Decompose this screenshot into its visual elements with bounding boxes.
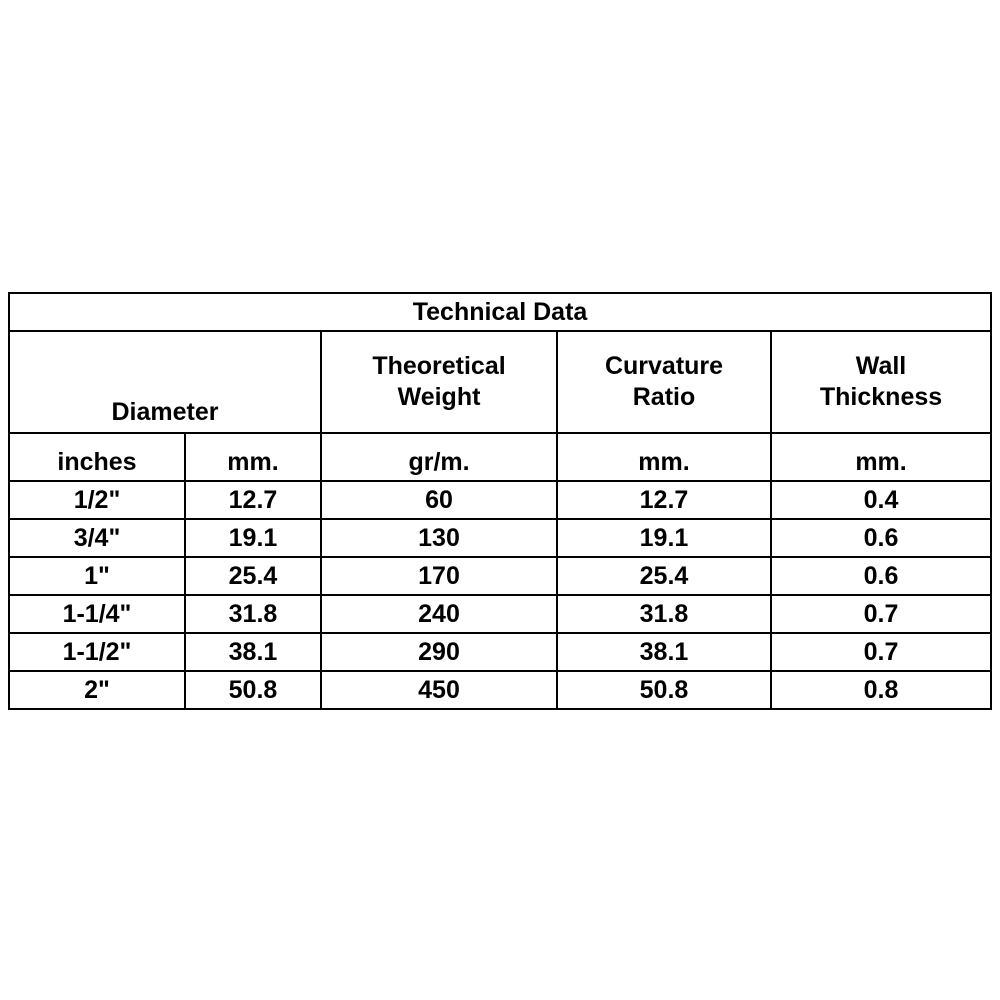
cell-wall: 0.7 bbox=[771, 595, 991, 633]
cell-diameter-mm: 12.7 bbox=[185, 481, 321, 519]
header-diameter: Diameter bbox=[9, 331, 321, 433]
cell-wall: 0.7 bbox=[771, 633, 991, 671]
header-curvature-ratio-line-1: Curvature bbox=[604, 352, 724, 380]
cell-diameter-mm: 38.1 bbox=[185, 633, 321, 671]
cell-diameter-mm: 25.4 bbox=[185, 557, 321, 595]
cell-inches: 1/2" bbox=[9, 481, 185, 519]
header-wall-thickness-line-2: Thickness bbox=[819, 383, 943, 411]
cell-inches: 1-1/2" bbox=[9, 633, 185, 671]
table-row bbox=[9, 595, 991, 633]
cell-wall: 0.6 bbox=[771, 557, 991, 595]
cell-inches: 2" bbox=[9, 671, 185, 709]
cell-curvature: 12.7 bbox=[557, 481, 771, 519]
cell-inches: 3/4" bbox=[9, 519, 185, 557]
table-row bbox=[9, 519, 991, 557]
technical-data-table bbox=[8, 292, 992, 710]
cell-curvature: 19.1 bbox=[557, 519, 771, 557]
cell-wall: 0.6 bbox=[771, 519, 991, 557]
cell-inches: 1-1/4" bbox=[9, 595, 185, 633]
cell-diameter-mm: 50.8 bbox=[185, 671, 321, 709]
cell-diameter-mm: 19.1 bbox=[185, 519, 321, 557]
header-row bbox=[9, 331, 991, 433]
unit-weight: gr/m. bbox=[321, 433, 557, 481]
unit-wall: mm. bbox=[771, 433, 991, 481]
cell-curvature: 31.8 bbox=[557, 595, 771, 633]
unit-curvature: mm. bbox=[557, 433, 771, 481]
cell-curvature: 50.8 bbox=[557, 671, 771, 709]
cell-weight: 60 bbox=[321, 481, 557, 519]
cell-diameter-mm: 31.8 bbox=[185, 595, 321, 633]
cell-wall: 0.4 bbox=[771, 481, 991, 519]
cell-inches: 1" bbox=[9, 557, 185, 595]
cell-weight: 240 bbox=[321, 595, 557, 633]
table-row bbox=[9, 633, 991, 671]
table-row bbox=[9, 481, 991, 519]
cell-weight: 290 bbox=[321, 633, 557, 671]
unit-inches: inches bbox=[9, 433, 185, 481]
unit-diameter-mm: mm. bbox=[185, 433, 321, 481]
cell-curvature: 38.1 bbox=[557, 633, 771, 671]
cell-weight: 170 bbox=[321, 557, 557, 595]
cell-weight: 450 bbox=[321, 671, 557, 709]
header-curvature-ratio bbox=[557, 331, 771, 433]
title-row bbox=[9, 293, 991, 331]
header-theoretical-weight-line-2: Weight bbox=[397, 383, 481, 411]
header-theoretical-weight bbox=[321, 331, 557, 433]
table-row bbox=[9, 557, 991, 595]
table-title: Technical Data bbox=[9, 293, 991, 331]
header-theoretical-weight-line-1: Theoretical bbox=[372, 352, 506, 380]
cell-weight: 130 bbox=[321, 519, 557, 557]
header-wall-thickness bbox=[771, 331, 991, 433]
table-row bbox=[9, 671, 991, 709]
units-row bbox=[9, 433, 991, 481]
cell-wall: 0.8 bbox=[771, 671, 991, 709]
header-curvature-ratio-line-2: Ratio bbox=[632, 383, 696, 411]
cell-curvature: 25.4 bbox=[557, 557, 771, 595]
header-wall-thickness-line-1: Wall bbox=[855, 352, 907, 380]
